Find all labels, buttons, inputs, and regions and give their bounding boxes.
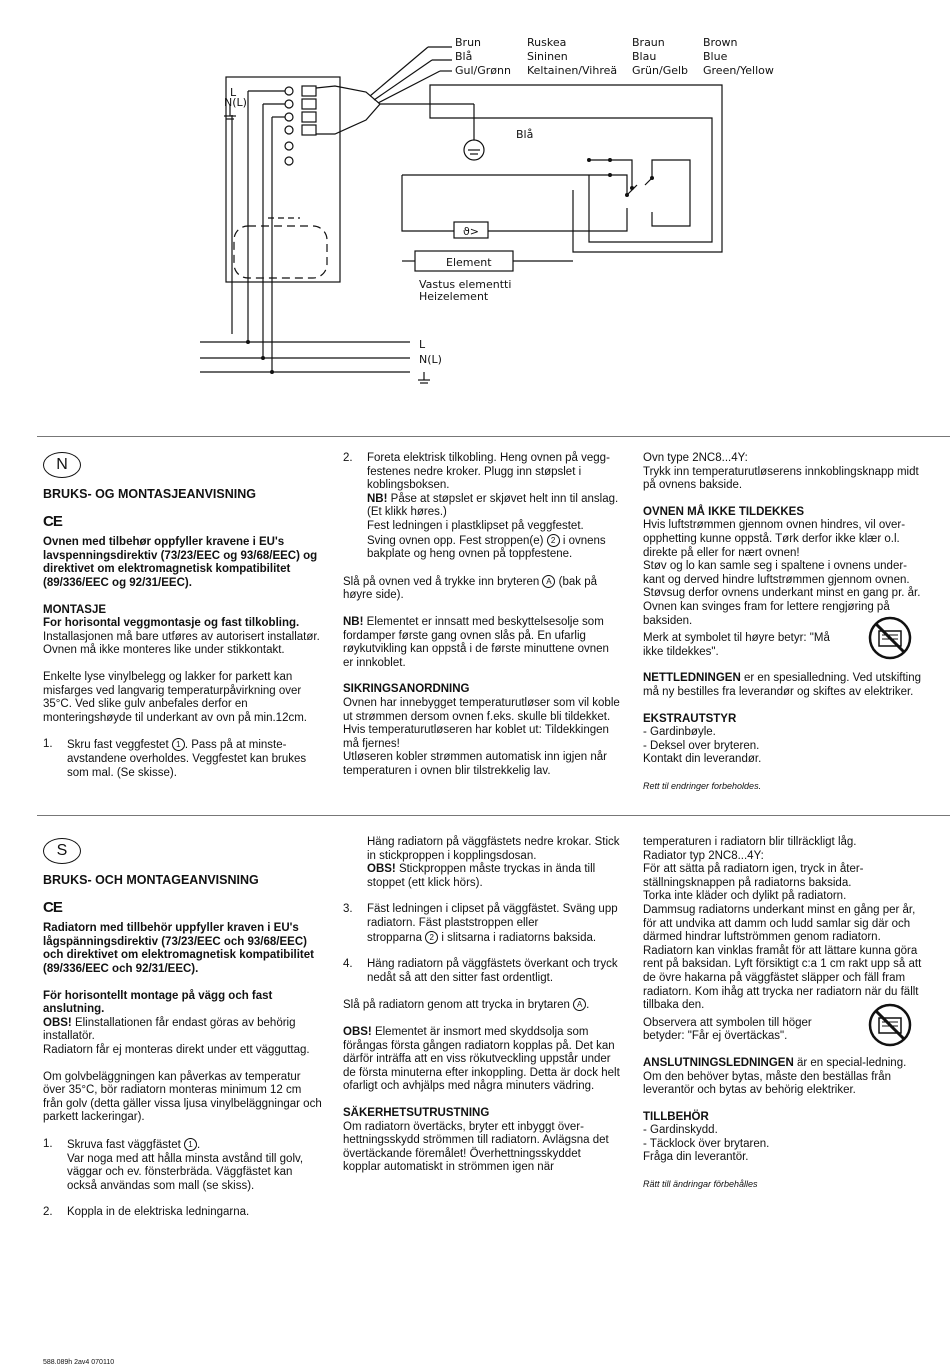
svg-text:Brown: Brown bbox=[703, 36, 738, 49]
svg-text:Vastus elementti: Vastus elementti bbox=[419, 278, 512, 291]
se-montage-heading: För horisontellt montage på vägg och fast anslutning. bbox=[43, 989, 273, 1016]
svg-text:Element: Element bbox=[446, 256, 492, 269]
se-symbol-text: Observera att symbolen till höger betyder: "Får ej övertäckas". bbox=[643, 1016, 812, 1043]
circle-a-icon: A bbox=[573, 998, 586, 1011]
se-column-1 bbox=[43, 838, 323, 1233]
no-type-heading: Ovn type 2NC8...4Y: bbox=[643, 452, 748, 464]
se-till-item: - Gardinskydd. bbox=[643, 1124, 718, 1137]
se-step-2-cont: Häng radiatorn på väggfästets nedre krokar. Stick in stickproppen i kopplingsdosan. OBS! Stickproppen måste tryckas in ända till stoppet (ett klick hörs). bbox=[367, 836, 620, 889]
svg-text:N(L): N(L) bbox=[419, 353, 442, 366]
no-title: BRUKS- OG MONTASJEANVISNING bbox=[43, 487, 256, 501]
svg-text:Keltainen/Vihreä: Keltainen/Vihreä bbox=[527, 64, 618, 77]
svg-text:Blå: Blå bbox=[516, 128, 534, 141]
thermostat-symbol: ϑ> bbox=[463, 225, 480, 238]
no-sikring-text2: Utløseren kobler strømmen automatisk inn igjen når temperaturen i ovnen blir tilstrekkelig lav. bbox=[343, 751, 607, 777]
divider-top bbox=[37, 436, 950, 437]
se-ratt-text: Rätt till ändringar förbehålles bbox=[643, 1179, 758, 1190]
ce-mark: CE bbox=[43, 898, 62, 916]
no-montasje-text: Installasjonen må bare utføres av autorisert installatør. Ovnen må ikke monteres like under stikkontakt. bbox=[43, 630, 320, 657]
se-title: BRUKS- OCH MONTAGEANVISNING bbox=[43, 873, 259, 887]
svg-text:Blau: Blau bbox=[632, 50, 657, 63]
se-till-item: - Täcklock över brytaren. bbox=[643, 1137, 770, 1150]
se-obs2: OBS! Elementet är insmort med skyddsolja som förångas första gången radiatorn kopplas på. Det kan därför inträffa att en viss rökutveckling uppstår under de första minuterna efter inkoppling. Detta är dock helt ofarligt och avhjälps med några minuters vädring. bbox=[343, 1025, 620, 1093]
svg-text:L: L bbox=[419, 338, 426, 351]
language-badge-n: N bbox=[43, 452, 81, 478]
no-rett-text: Rett til endringer forbeholdes. bbox=[643, 780, 762, 791]
se-col3-a: temperaturen i radiatorn blir tillräckligt låg. bbox=[643, 836, 857, 848]
no-montasje-sub: For horisontal veggmontasje og fast tilkobling. bbox=[43, 617, 300, 630]
se-step-2: 2. Koppla in de elektriska ledningarna. bbox=[43, 1206, 250, 1219]
se-intro: Radiatorn med tillbehör uppfyller kraven i EU's lågspänningsdirektiv (73/23/EEC och 93/68/EEC) och direktivet om elektromagnetisk kompatibilitet (89/336/EEC och 92/31/EEC). bbox=[43, 922, 314, 975]
no-intro: Ovnen med tilbehør oppfyller kravene i EU's lavspenningsdirektiv (73/23/EEC og 93/68/EEC) og direktivet om elektromagnetisk kompatibilitet (89/336/EEC og 92/31/EEC). bbox=[43, 536, 318, 589]
no-sikring-heading: SIKRINGSANORDNING bbox=[343, 683, 470, 696]
circle-1-icon: 1 bbox=[184, 1138, 197, 1151]
se-col3-e: Dammsug radiatorns underkant minst en gång per år, för att undvika att damm och ludd samlar sig där och därmed hindrar luftströmmen genom radiatorn. Radiatorn kan vinklas framåt för att lättare kunna göra rent på baksidan. Lyft försiktigt c:a 1 cm rakt upp så att de övre hakarna på väggfästet släpper och fäll fram radiatorn. Kom ihåg att trycka ner radiatorn när du fällt tillbaka den. bbox=[643, 903, 922, 1012]
no-ikke-heading: OVNEN MÅ IKKE TILDEKKES bbox=[643, 505, 805, 518]
svg-text:Green/Yellow: Green/Yellow bbox=[703, 64, 774, 77]
no-ekstra-item: - Deksel over bryteren. bbox=[643, 739, 760, 752]
se-column-2 bbox=[343, 836, 621, 1188]
svg-text:Gul/Grønn: Gul/Grønn bbox=[455, 64, 511, 77]
do-not-cover-icon bbox=[868, 1003, 912, 1047]
svg-text:Heizelement: Heizelement bbox=[419, 290, 489, 303]
se-col3-c: För att sätta på radiatorn igen, tryck in åter-ställningsknappen på radiatorns baksida. bbox=[643, 863, 864, 889]
circle-1-icon: 1 bbox=[172, 738, 185, 751]
se-step-4: 4. Häng radiatorn på väggfästets överkant och tryck nedåt så att den sitter fast ordentligt. bbox=[343, 958, 618, 984]
no-gulv-text: Enkelte lyse vinylbelegg og lakker for parkett kan misfarges ved langvarig temperaturpåvirkning over 35°C. Ved slike gulv anbefales derfor en monteringshøyde til underkant av ovn på min.12cm. bbox=[43, 670, 307, 724]
svg-text:L: L bbox=[230, 86, 237, 99]
svg-text:Brun: Brun bbox=[455, 36, 482, 49]
se-saker-text: Om radiatorn övertäcks, bryter ett inbyggt över-hettningsskydd strömmen till radiatorn. Avlägsna det övertäckande föremålet! Överhettningsskyddet kopplar automatiskt in strömmen igen när bbox=[343, 1120, 609, 1174]
svg-text:Grün/Gelb: Grün/Gelb bbox=[632, 64, 689, 77]
no-merk-text: Merk at symbolet til høyre betyr: "Må ikke tildekkes". bbox=[643, 632, 830, 658]
document-code: 588.089h 2av4 070110 bbox=[43, 1359, 115, 1366]
no-ekstra-item: - Gardinbøyle. bbox=[643, 726, 716, 739]
no-column-1 bbox=[43, 452, 323, 793]
do-not-cover-icon bbox=[868, 616, 912, 660]
svg-text:Sininen: Sininen bbox=[527, 50, 568, 63]
circle-2-icon: 2 bbox=[425, 931, 438, 944]
se-ansl-text: ANSLUTNINGSLEDNINGEN är en special-ledning. Om den behöver bytas, måste den beställas från leverantör och bytas av behörig elektriker. bbox=[643, 1056, 907, 1097]
no-ekstra-contact: Kontakt din leverandør. bbox=[643, 753, 762, 766]
se-switch-text: Slå på radiatorn genom att trycka in brytaren A . bbox=[343, 999, 590, 1012]
no-column-2 bbox=[343, 452, 621, 791]
se-till-heading: TILLBEHÖR bbox=[643, 1110, 709, 1123]
circle-2-icon: 2 bbox=[547, 534, 560, 547]
no-nb-text: NB! Elementet er innsatt med beskyttelsesolje som fordamper første gang ovnen slås på. En ufarlig røykutvikling kan oppstå i de første minuttene ovnen er innkoblet. bbox=[343, 615, 609, 669]
no-step-2: 2. Foreta elektrisk tilkobling. Heng ovnen på vegg-festenes nedre kroker. Plugg inn støpslet i koblingsboksen. NB! Påse at støpslet er skjøvet helt inn til anslag. (Et klikk høres.) Fest ledningen i plastklipset på veggfestet. Sving ovnen opp. Fest stroppen(e) 2 i ovnens bakplate og heng ovnen på toppfestene. bbox=[343, 452, 619, 561]
no-nett-text: NETTLEDNINGEN er en spesialledning. Ved utskifting må ny bestilles fra leverandør og skiftes av elektriker. bbox=[643, 672, 922, 698]
se-obs1-text2: Radiatorn får ej monteras direkt under ett vägguttag. bbox=[43, 1043, 310, 1056]
wiring-diagram bbox=[0, 0, 950, 400]
se-till-contact: Fråga din leverantör. bbox=[643, 1151, 749, 1164]
divider-middle bbox=[37, 815, 950, 816]
svg-text:Blue: Blue bbox=[703, 50, 728, 63]
no-switch-text: Slå på ovnen ved å trykke inn bryteren A (bak på høyre side). bbox=[343, 575, 598, 602]
ce-mark: CE bbox=[43, 512, 62, 530]
circle-a-icon: A bbox=[542, 575, 555, 588]
se-step-3: 3. Fäst ledningen i clipset på väggfästet. Sväng upp radiatorn. Fäst plaststroppen eller stropparna 2 i slitsarna i radiatorns baksida. bbox=[343, 903, 618, 944]
svg-text:Blå: Blå bbox=[455, 50, 473, 63]
svg-text:N(L): N(L) bbox=[224, 96, 247, 109]
se-col3-b: Radiator typ 2NC8...4Y: bbox=[643, 849, 764, 862]
no-ikke-text: Hvis luftstrømmen gjennom ovnen hindres, vil over-opphetting kunne oppstå. Tørk derfor ikke klær o.l. direkte på eller for nært ovnen! bbox=[643, 519, 906, 559]
no-type-text: Trykk inn temperaturutløserens innkoblingsknapp midt på ovnens bakside. bbox=[643, 465, 919, 492]
no-sikring-text: Ovnen har innebygget temperaturutløser som vil koble ut strømmen dersom ovnen f.eks. skulle bli tildekket. Hvis temperaturutløseren har koblet ut: Tildekkingen må fjernes! bbox=[343, 696, 620, 750]
se-obs1: OBS! Elinstallationen får endast göras av behörig installatör. bbox=[43, 1016, 296, 1043]
svg-text:Ruskea: Ruskea bbox=[527, 36, 567, 49]
language-badge-s: S bbox=[43, 838, 81, 864]
no-ikke-text2: Støv og lo kan samle seg i spaltene i ovnens under-kant og derved hindre luftstrømmen gjennom ovnen. Støvsug derfor ovnens underkant minst en gang pr. år. Ovnen kan svinges fram for lettere rengjøring på baksiden. bbox=[643, 560, 921, 627]
svg-text:Braun: Braun bbox=[632, 36, 665, 49]
no-step-1: 1. Skru fast veggfestet 1 . Pass på at minste-avstandene overholdes. Veggfestet kan brukes som mal. (Se skisse). bbox=[43, 738, 307, 779]
no-ekstra-heading: EKSTRAUTSTYR bbox=[643, 712, 737, 725]
se-col3-d: Torka inte kläder och dylikt på radiatorn. bbox=[643, 890, 847, 903]
se-golv-text: Om golvbeläggningen kan påverkas av temperatur över 35°C, bör radiatorn monteras minimum 12 cm från golv (detta gäller vissa ljusa vinylbeläggningar och parkett lackeringar). bbox=[43, 1070, 322, 1124]
no-montasje-heading: MONTASJE bbox=[43, 603, 107, 616]
se-saker-heading: SÄKERHETSUTRUSTNING bbox=[343, 1106, 490, 1119]
se-step-1: 1. Skruva fast väggfästet 1 . Var noga med att hålla minsta avstånd till golv, väggar och ev. fönsterbräda. Väggfästet kan också användas som mall (se skiss). bbox=[43, 1137, 304, 1192]
